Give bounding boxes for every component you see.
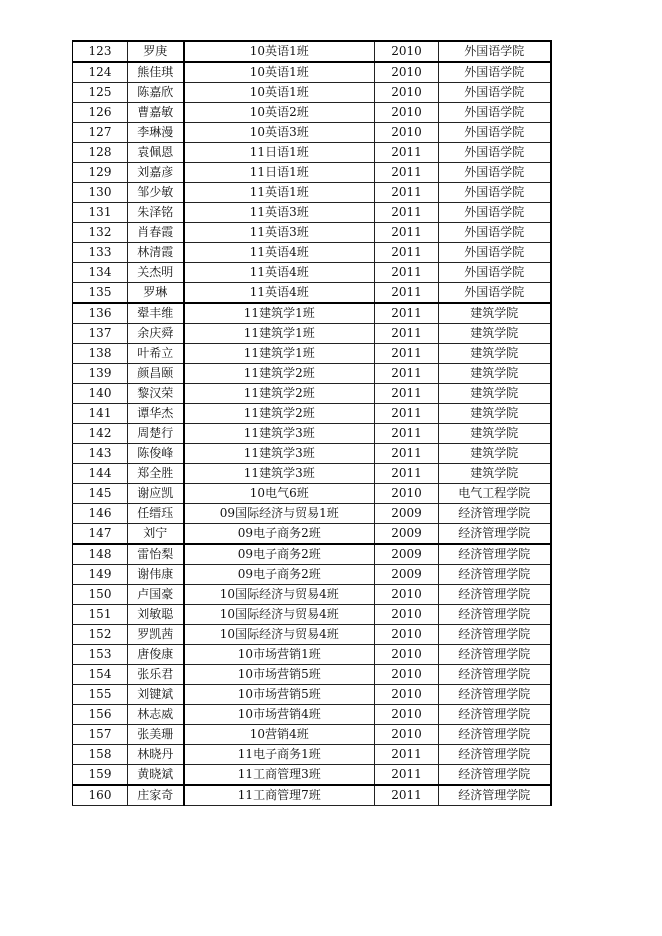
class-name-cell: 11建筑学1班	[184, 344, 375, 364]
row-number-cell: 126	[73, 103, 128, 123]
row-number-cell: 151	[73, 605, 128, 625]
row-number-cell: 157	[73, 725, 128, 745]
class-name-cell: 10国际经济与贸易4班	[184, 585, 375, 605]
enrollment-year-cell: 2011	[375, 283, 439, 304]
table-row	[73, 705, 551, 725]
class-name-cell: 10国际经济与贸易4班	[184, 625, 375, 645]
student-name-cell: 肖春霞	[128, 223, 184, 243]
table-row	[73, 303, 551, 324]
row-number-cell: 147	[73, 524, 128, 545]
college-cell: 外国语学院	[439, 123, 551, 143]
table-row	[73, 183, 551, 203]
student-name-cell: 朱泽铭	[128, 203, 184, 223]
enrollment-year-cell: 2011	[375, 223, 439, 243]
student-name-cell: 罗琳	[128, 283, 184, 304]
row-number-cell: 146	[73, 504, 128, 524]
college-cell: 外国语学院	[439, 203, 551, 223]
college-cell: 建筑学院	[439, 464, 551, 484]
table-row	[73, 203, 551, 223]
row-number-cell: 159	[73, 765, 128, 786]
row-number-cell: 149	[73, 565, 128, 585]
enrollment-year-cell: 2011	[375, 745, 439, 765]
student-name-cell: 庄家奇	[128, 785, 184, 806]
college-cell: 建筑学院	[439, 404, 551, 424]
class-name-cell: 09电子商务2班	[184, 544, 375, 565]
enrollment-year-cell: 2010	[375, 123, 439, 143]
student-name-cell: 雷怡梨	[128, 544, 184, 565]
student-name-cell: 林清霞	[128, 243, 184, 263]
class-name-cell: 11建筑学2班	[184, 404, 375, 424]
table-row	[73, 484, 551, 504]
college-cell: 外国语学院	[439, 163, 551, 183]
college-cell: 外国语学院	[439, 103, 551, 123]
enrollment-year-cell: 2009	[375, 565, 439, 585]
row-number-cell: 142	[73, 424, 128, 444]
student-name-cell: 任缙珏	[128, 504, 184, 524]
enrollment-year-cell: 2010	[375, 705, 439, 725]
college-cell: 经济管理学院	[439, 524, 551, 545]
table-row	[73, 324, 551, 344]
class-name-cell: 11建筑学2班	[184, 384, 375, 404]
enrollment-year-cell: 2010	[375, 685, 439, 705]
table-row	[73, 765, 551, 786]
college-cell: 电气工程学院	[439, 484, 551, 504]
college-cell: 经济管理学院	[439, 585, 551, 605]
row-number-cell: 139	[73, 364, 128, 384]
class-name-cell: 11英语4班	[184, 243, 375, 263]
class-name-cell: 10国际经济与贸易4班	[184, 605, 375, 625]
college-cell: 外国语学院	[439, 183, 551, 203]
class-name-cell: 11工商管理3班	[184, 765, 375, 786]
table-row	[73, 565, 551, 585]
enrollment-year-cell: 2010	[375, 103, 439, 123]
student-name-cell: 郑全胜	[128, 464, 184, 484]
enrollment-year-cell: 2011	[375, 384, 439, 404]
class-name-cell: 11英语4班	[184, 283, 375, 304]
student-name-cell: 林志威	[128, 705, 184, 725]
class-name-cell: 10英语3班	[184, 123, 375, 143]
enrollment-year-cell: 2009	[375, 504, 439, 524]
class-name-cell: 09电子商务2班	[184, 524, 375, 545]
college-cell: 外国语学院	[439, 283, 551, 304]
row-number-cell: 136	[73, 303, 128, 324]
table-row	[73, 585, 551, 605]
student-name-cell: 罗凯茜	[128, 625, 184, 645]
college-cell: 外国语学院	[439, 143, 551, 163]
student-name-cell: 唐俊康	[128, 645, 184, 665]
enrollment-year-cell: 2011	[375, 143, 439, 163]
table-row	[73, 103, 551, 123]
enrollment-year-cell: 2010	[375, 484, 439, 504]
table-row	[73, 364, 551, 384]
enrollment-year-cell: 2009	[375, 544, 439, 565]
row-number-cell: 134	[73, 263, 128, 283]
college-cell: 外国语学院	[439, 83, 551, 103]
student-name-cell: 陈俊峰	[128, 444, 184, 464]
student-name-cell: 邹少敏	[128, 183, 184, 203]
table-row	[73, 625, 551, 645]
student-name-cell: 袁佩恩	[128, 143, 184, 163]
table-row	[73, 785, 551, 806]
row-number-cell: 124	[73, 62, 128, 83]
row-number-cell: 125	[73, 83, 128, 103]
college-cell: 经济管理学院	[439, 685, 551, 705]
student-name-cell: 黎汉荣	[128, 384, 184, 404]
class-name-cell: 11建筑学1班	[184, 324, 375, 344]
class-name-cell: 10市场营销5班	[184, 685, 375, 705]
enrollment-year-cell: 2011	[375, 324, 439, 344]
enrollment-year-cell: 2011	[375, 785, 439, 806]
class-name-cell: 10英语2班	[184, 103, 375, 123]
class-name-cell: 10营销4班	[184, 725, 375, 745]
college-cell: 外国语学院	[439, 263, 551, 283]
enrollment-year-cell: 2011	[375, 765, 439, 786]
class-name-cell: 09电子商务2班	[184, 565, 375, 585]
class-name-cell: 10电气6班	[184, 484, 375, 504]
table-row	[73, 424, 551, 444]
college-cell: 建筑学院	[439, 303, 551, 324]
table-row	[73, 163, 551, 183]
row-number-cell: 155	[73, 685, 128, 705]
class-name-cell: 11日语1班	[184, 143, 375, 163]
student-name-cell: 刘宁	[128, 524, 184, 545]
enrollment-year-cell: 2011	[375, 364, 439, 384]
table-row	[73, 41, 551, 62]
row-number-cell: 145	[73, 484, 128, 504]
college-cell: 经济管理学院	[439, 785, 551, 806]
class-name-cell: 11建筑学3班	[184, 464, 375, 484]
class-name-cell: 11建筑学2班	[184, 364, 375, 384]
student-name-cell: 林晓丹	[128, 745, 184, 765]
college-cell: 建筑学院	[439, 424, 551, 444]
college-cell: 外国语学院	[439, 62, 551, 83]
student-table-body	[73, 41, 551, 806]
student-name-cell: 陈嘉欣	[128, 83, 184, 103]
class-name-cell: 11建筑学1班	[184, 303, 375, 324]
row-number-cell: 156	[73, 705, 128, 725]
student-name-cell: 李琳漫	[128, 123, 184, 143]
row-number-cell: 132	[73, 223, 128, 243]
enrollment-year-cell: 2010	[375, 665, 439, 685]
table-row	[73, 384, 551, 404]
row-number-cell: 141	[73, 404, 128, 424]
table-row	[73, 223, 551, 243]
college-cell: 外国语学院	[439, 223, 551, 243]
table-row	[73, 283, 551, 304]
enrollment-year-cell: 2010	[375, 605, 439, 625]
student-name-cell: 叶希立	[128, 344, 184, 364]
student-name-cell: 刘嘉彦	[128, 163, 184, 183]
enrollment-year-cell: 2011	[375, 303, 439, 324]
row-number-cell: 160	[73, 785, 128, 806]
table-row	[73, 524, 551, 545]
table-row	[73, 544, 551, 565]
student-name-cell: 曹嘉敏	[128, 103, 184, 123]
enrollment-year-cell: 2011	[375, 464, 439, 484]
class-name-cell: 10英语1班	[184, 41, 375, 62]
class-name-cell: 11建筑学3班	[184, 444, 375, 464]
enrollment-year-cell: 2011	[375, 203, 439, 223]
table-row	[73, 464, 551, 484]
enrollment-year-cell: 2011	[375, 263, 439, 283]
table-row	[73, 83, 551, 103]
student-name-cell: 关杰明	[128, 263, 184, 283]
college-cell: 经济管理学院	[439, 705, 551, 725]
class-name-cell: 11英语3班	[184, 223, 375, 243]
student-name-cell: 卢国豪	[128, 585, 184, 605]
table-row	[73, 62, 551, 83]
row-number-cell: 148	[73, 544, 128, 565]
table-row	[73, 344, 551, 364]
row-number-cell: 143	[73, 444, 128, 464]
student-name-cell: 张美珊	[128, 725, 184, 745]
college-cell: 建筑学院	[439, 384, 551, 404]
class-name-cell: 10市场营销5班	[184, 665, 375, 685]
college-cell: 经济管理学院	[439, 504, 551, 524]
row-number-cell: 137	[73, 324, 128, 344]
college-cell: 经济管理学院	[439, 765, 551, 786]
row-number-cell: 140	[73, 384, 128, 404]
table-row	[73, 143, 551, 163]
student-name-cell: 翚丰维	[128, 303, 184, 324]
enrollment-year-cell: 2011	[375, 243, 439, 263]
row-number-cell: 138	[73, 344, 128, 364]
table-row	[73, 605, 551, 625]
enrollment-year-cell: 2010	[375, 625, 439, 645]
student-name-cell: 谭华杰	[128, 404, 184, 424]
college-cell: 经济管理学院	[439, 665, 551, 685]
table-row	[73, 685, 551, 705]
row-number-cell: 154	[73, 665, 128, 685]
class-name-cell: 11日语1班	[184, 163, 375, 183]
class-name-cell: 11工商管理7班	[184, 785, 375, 806]
table-row	[73, 404, 551, 424]
row-number-cell: 150	[73, 585, 128, 605]
student-name-cell: 黄晓斌	[128, 765, 184, 786]
college-cell: 外国语学院	[439, 41, 551, 62]
class-name-cell: 11建筑学3班	[184, 424, 375, 444]
table-row	[73, 645, 551, 665]
table-row	[73, 123, 551, 143]
enrollment-year-cell: 2011	[375, 404, 439, 424]
enrollment-year-cell: 2010	[375, 41, 439, 62]
college-cell: 经济管理学院	[439, 605, 551, 625]
row-number-cell: 152	[73, 625, 128, 645]
college-cell: 建筑学院	[439, 364, 551, 384]
row-number-cell: 127	[73, 123, 128, 143]
enrollment-year-cell: 2011	[375, 444, 439, 464]
class-name-cell: 10市场营销4班	[184, 705, 375, 725]
row-number-cell: 128	[73, 143, 128, 163]
row-number-cell: 144	[73, 464, 128, 484]
enrollment-year-cell: 2010	[375, 83, 439, 103]
row-number-cell: 129	[73, 163, 128, 183]
college-cell: 经济管理学院	[439, 625, 551, 645]
enrollment-year-cell: 2009	[375, 524, 439, 545]
college-cell: 经济管理学院	[439, 565, 551, 585]
college-cell: 经济管理学院	[439, 544, 551, 565]
table-row	[73, 444, 551, 464]
enrollment-year-cell: 2010	[375, 725, 439, 745]
college-cell: 建筑学院	[439, 324, 551, 344]
student-name-cell: 余庆舜	[128, 324, 184, 344]
row-number-cell: 130	[73, 183, 128, 203]
class-name-cell: 11英语3班	[184, 203, 375, 223]
college-cell: 经济管理学院	[439, 725, 551, 745]
class-name-cell: 11电子商务1班	[184, 745, 375, 765]
row-number-cell: 135	[73, 283, 128, 304]
enrollment-year-cell: 2011	[375, 344, 439, 364]
college-cell: 外国语学院	[439, 243, 551, 263]
table-row	[73, 504, 551, 524]
student-name-cell: 熊佳琪	[128, 62, 184, 83]
student-name-cell: 刘键斌	[128, 685, 184, 705]
row-number-cell: 158	[73, 745, 128, 765]
table-row	[73, 745, 551, 765]
enrollment-year-cell: 2010	[375, 585, 439, 605]
table-row	[73, 725, 551, 745]
row-number-cell: 153	[73, 645, 128, 665]
row-number-cell: 133	[73, 243, 128, 263]
row-number-cell: 131	[73, 203, 128, 223]
college-cell: 经济管理学院	[439, 745, 551, 765]
college-cell: 建筑学院	[439, 444, 551, 464]
class-name-cell: 10英语1班	[184, 62, 375, 83]
student-name-cell: 罗庚	[128, 41, 184, 62]
class-name-cell: 10英语1班	[184, 83, 375, 103]
student-name-cell: 张乐君	[128, 665, 184, 685]
college-cell: 经济管理学院	[439, 645, 551, 665]
enrollment-year-cell: 2010	[375, 645, 439, 665]
table-row	[73, 243, 551, 263]
class-name-cell: 11英语1班	[184, 183, 375, 203]
student-name-cell: 颜昌颐	[128, 364, 184, 384]
table-row	[73, 665, 551, 685]
student-name-cell: 谢伟康	[128, 565, 184, 585]
student-name-cell: 周楚行	[128, 424, 184, 444]
enrollment-year-cell: 2011	[375, 183, 439, 203]
enrollment-year-cell: 2010	[375, 62, 439, 83]
student-name-cell: 谢应凯	[128, 484, 184, 504]
enrollment-year-cell: 2011	[375, 424, 439, 444]
student-table	[72, 40, 552, 806]
table-row	[73, 263, 551, 283]
college-cell: 建筑学院	[439, 344, 551, 364]
row-number-cell: 123	[73, 41, 128, 62]
student-name-cell: 刘敏聪	[128, 605, 184, 625]
class-name-cell: 10市场营销1班	[184, 645, 375, 665]
enrollment-year-cell: 2011	[375, 163, 439, 183]
class-name-cell: 11英语4班	[184, 263, 375, 283]
class-name-cell: 09国际经济与贸易1班	[184, 504, 375, 524]
